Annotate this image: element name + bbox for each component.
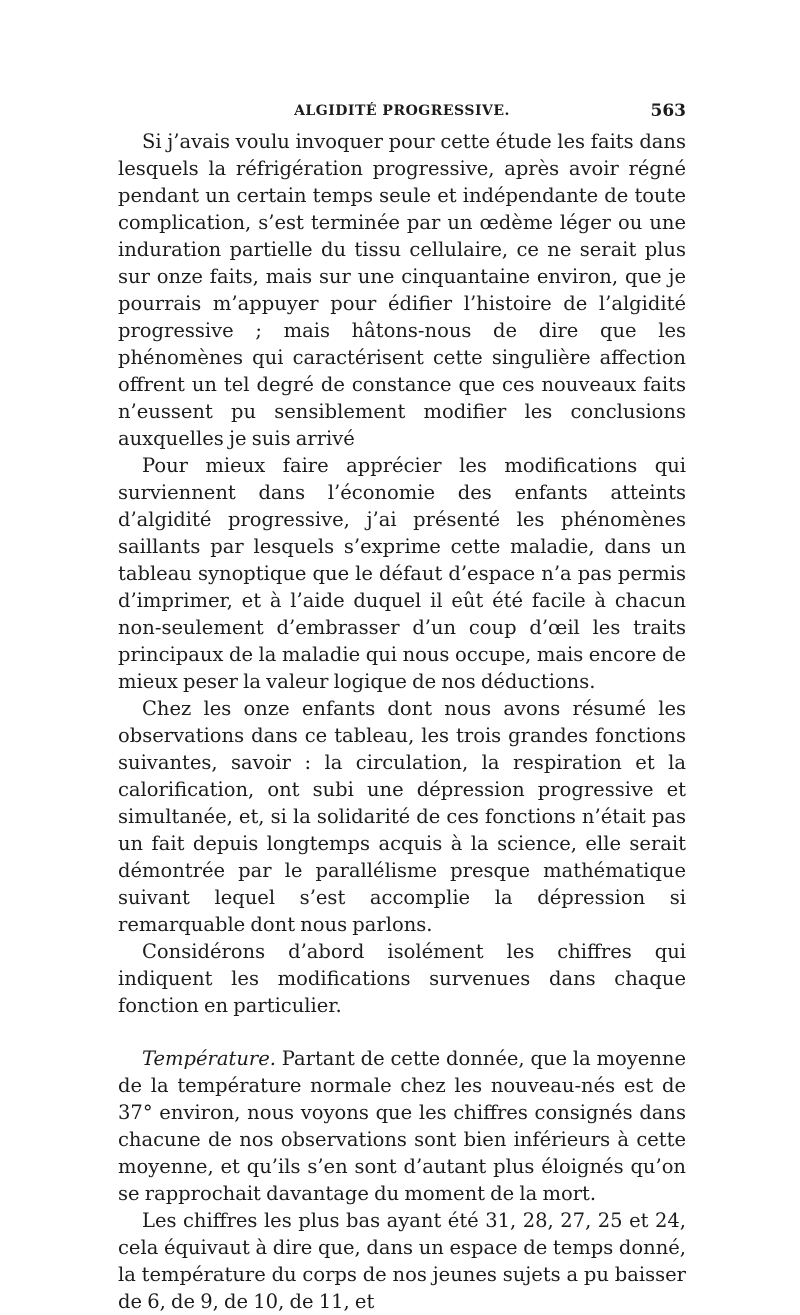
paragraph: Si j’avais voulu invoquer pour cette étude les faits dans lesquels la réfrigération progressive, après avoir régné pendant un certain temps seule et indépendante de toute complication, s’est terminée par un œdème léger ou une induration partielle du tissu cellulaire, ce ne serait plus sur onze faits, mais sur une cinquantaine environ, que je pourrais m’appuyer pour édifier l’histoire de l’algidité progressive ; mais hâtons-nous de dire que les phénomènes qui caractérisent cette singulière affection offrent un tel degré de constance que ces nouveaux faits n’eussent pu sensiblement modifier les conclusions auxquelles je suis arrivé xyxy=(118,130,686,450)
running-title: ALGIDITÉ PROGRESSIVE. xyxy=(294,103,510,119)
section-paragraph-text: Partant de cette donnée, que la moyenne de la température normale chez les nouveau-nés est de 37° environ, nous voyons que les chiffres consignés dans chacune de nos observations sont bien inférieurs à cette moyenne, et qu’ils s’en sont d’autant plus éloignés qu’on se rapprochait davantage du moment de la mort. xyxy=(118,1047,686,1205)
running-header xyxy=(118,96,686,126)
paragraph: Chez les onze enfants dont nous avons résumé les observations dans ce tableau, les trois grandes fonctions suivantes, savoir : la circulation, la respiration et la calorification, ont subi une dépression progressive et simultanée, et, si la solidarité de ces fonctions n’était pas un fait depuis longtemps acquis à la science, elle serait démontrée par le parallélisme presque mathématique suivant lequel s’est accomplie la dépression si remarquable dont nous parlons. xyxy=(118,697,686,936)
paragraph: Pour mieux faire apprécier les modifications qui surviennent dans l’économie des enfants atteints d’algidité progressive, j’ai présenté les phénomènes saillants par lesquels s’exprime cette maladie, dans un tableau synoptique que le défaut d’espace n’a pas permis d’imprimer, et à l’aide duquel il eût été facile à chacun non-seulement d’embrasser d’un coup d’œil les traits principaux de la maladie qui nous occupe, mais encore de mieux peser la valeur logique de nos déductions. xyxy=(118,454,686,693)
page-number: 563 xyxy=(650,101,686,121)
body-text xyxy=(118,128,686,1315)
paragraph: Les chiffres les plus bas ayant été 31, 28, 27, 25 et 24, cela équivaut à dire que, dans un espace de temps donné, la température du corps de nos jeunes sujets a pu baisser de 6, de 9, de 10, de 11, et xyxy=(118,1209,686,1313)
section-paragraph xyxy=(118,1045,686,1207)
section-title: Température. xyxy=(142,1047,276,1070)
paragraph: Considérons d’abord isolément les chiffres qui indiquent les modifications survenues dans chaque fonction en particulier. xyxy=(118,940,686,1017)
